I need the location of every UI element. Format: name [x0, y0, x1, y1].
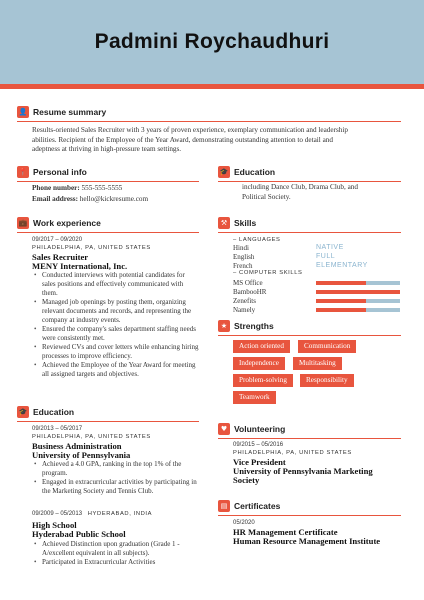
- certificates-title: Certificates: [234, 501, 281, 511]
- computer-skill-name: BambooHR: [233, 288, 267, 296]
- skill-bar-fill: [316, 299, 366, 303]
- education-right-line: including Dance Club, Drama Club, and: [242, 183, 358, 191]
- email-label: Email address:: [32, 195, 78, 203]
- certificates-section-header: [218, 500, 401, 514]
- list-item: • Managed job openings by posting them, organizing relevant documents and records, and representing the company at industry events.: [32, 298, 200, 325]
- experience-date: 09/2017 – 09/2020: [32, 237, 83, 243]
- certificate-name: HR Management Certificate: [233, 527, 338, 537]
- strength-tag: Responsibility: [300, 374, 354, 387]
- skill-bar-fill: [316, 308, 366, 312]
- education-school: Hyderabad Public School: [32, 529, 126, 539]
- education-right-section-header: [218, 166, 401, 180]
- language-name: English: [233, 253, 255, 261]
- briefcase-icon: 💼: [18, 219, 28, 227]
- email-row: [32, 195, 148, 205]
- candidate-name: Padmini Roychaudhuri: [94, 30, 330, 53]
- volunteering-section-header: [218, 423, 401, 437]
- computer-skills-label-text: COMPUTER SKILLS: [239, 270, 303, 276]
- education-bullets: [32, 540, 200, 567]
- summary-text: [32, 126, 404, 155]
- graduation-cap-icon: 🎓: [219, 168, 229, 176]
- list-item: • Participated in Extracurricular Activities: [32, 558, 200, 567]
- certificate-issuer: Human Resource Management Institute: [233, 536, 381, 546]
- strength-tag: Communication: [298, 340, 356, 353]
- personal-info-divider: [17, 181, 199, 182]
- skill-bar: [316, 308, 400, 312]
- volunteering-role: Vice President: [233, 457, 286, 467]
- computer-skills-label: [233, 270, 303, 276]
- work-experience-divider: [17, 232, 199, 233]
- volunteering-org: Society: [233, 475, 260, 485]
- education-degree: High School: [32, 520, 77, 530]
- list-item: • Reviewed CVs and cover letters while enhancing hiring processes to improve efficiency.: [32, 343, 200, 361]
- strength-tag: Independence: [233, 357, 285, 370]
- skill-bar-fill: [316, 290, 400, 294]
- volunteering-divider: [218, 438, 401, 439]
- language-level: FULL: [316, 253, 336, 260]
- personal-info-title: Personal info: [33, 167, 87, 177]
- strength-tag: Multitasking: [293, 357, 342, 370]
- education-school: University of Pennsylvania: [32, 450, 131, 460]
- list-item: • Conducted interviews with potential candidates for sales positions and effectively communicated with them.: [32, 271, 200, 298]
- experience-role: Sales Recruiter: [32, 252, 89, 262]
- language-name: French: [233, 262, 253, 270]
- list-item: • Achieved Distinction upon graduation (Grade 1 - A/excellent equivalent in all subjects).: [32, 540, 200, 558]
- education-location: PHILADELPHIA, PA, UNITED STATES: [32, 434, 151, 440]
- strength-tag: Problem-solving: [233, 374, 293, 387]
- experience-company: MENY International, Inc.: [32, 261, 128, 271]
- header-accent-bar: [0, 84, 424, 89]
- education-divider: [17, 421, 199, 422]
- summary-section-header: [17, 106, 401, 120]
- computer-skill-name: Zenefits: [233, 297, 256, 305]
- experience-bullets: [32, 271, 200, 379]
- strengths-section-header: [218, 320, 401, 334]
- certificates-divider: [218, 515, 401, 516]
- list-item: • Achieved the Employee of the Year Award for meeting all assigned targets and objectives.: [32, 361, 200, 379]
- strength-tag: Teamwork: [233, 391, 276, 404]
- education-title: Education: [33, 407, 75, 417]
- personal-info-section-header: [17, 166, 199, 180]
- education-section-header: [17, 406, 199, 420]
- person-icon: 👤: [18, 108, 28, 116]
- graduation-cap-icon: 🎓: [18, 408, 28, 416]
- dash-marker: –: [233, 270, 240, 276]
- education-date: 09/2009 – 05/2013: [32, 511, 83, 517]
- volunteering-title: Volunteering: [234, 424, 286, 434]
- list-item: • Achieved a 4.0 GPA, ranking in the top 1% of the program.: [32, 460, 200, 478]
- education-right-text: [242, 183, 358, 202]
- experience-location: PHILADELPHIA, PA, UNITED STATES: [32, 245, 151, 251]
- email-value[interactable]: hello@kickresume.com: [79, 195, 149, 203]
- location-pin-icon: 📍: [18, 168, 28, 176]
- volunteering-org: University of Pennsylvania Marketing: [233, 466, 373, 476]
- strengths-title: Strengths: [234, 321, 274, 331]
- certificate-date: 05/2020: [233, 520, 255, 526]
- summary-title: Resume summary: [33, 107, 107, 117]
- phone-value: 555-555-5555: [81, 184, 123, 192]
- skill-bar: [316, 281, 400, 285]
- phone-label: Phone number:: [32, 184, 80, 192]
- phone-row: [32, 184, 122, 194]
- skills-title: Skills: [234, 218, 257, 228]
- summary-line: adeptness at thriving in high-pressure team settings.: [32, 145, 182, 154]
- skills-section-header: [218, 217, 401, 231]
- volunteering-location: PHILADELPHIA, PA, UNITED STATES: [233, 450, 352, 456]
- summary-line: abilities. Recipient of the Employee of the Year Award, demonstrating outstanding attention to detail and: [32, 135, 333, 144]
- volunteering-date: 09/2015 – 05/2016: [233, 442, 284, 448]
- language-name: Hindi: [233, 244, 249, 252]
- heart-icon: ♥: [218, 423, 230, 435]
- list-item: • Engaged in extracurricular activities by participating in the Marketing Society and Tennis Club.: [32, 478, 200, 496]
- language-level: ELEMENTARY: [316, 262, 368, 269]
- skill-bar: [316, 299, 400, 303]
- languages-label: [233, 237, 281, 243]
- strength-tag: Action oriented: [233, 340, 290, 353]
- education-right-title: Education: [234, 167, 276, 177]
- languages-label-text: LANGUAGES: [239, 237, 281, 243]
- education-location: HYDERABAD, INDIA: [87, 511, 153, 517]
- education-date: 09/2013 – 05/2017: [32, 426, 83, 432]
- strengths-divider: [218, 335, 401, 336]
- skills-divider: [218, 232, 401, 233]
- tools-icon: ⚒: [218, 217, 230, 229]
- certificate-icon: ▤: [218, 500, 230, 512]
- language-level: NATIVE: [316, 244, 344, 251]
- skill-bar-fill: [316, 281, 366, 285]
- list-item: • Ensured the company's sales department staffing needs were consistently met.: [32, 325, 200, 343]
- education-degree: Business Administration: [32, 441, 122, 451]
- summary-divider: [17, 121, 401, 122]
- work-experience-section-header: [17, 217, 199, 231]
- computer-skill-name: Namely: [233, 306, 256, 314]
- skill-bar: [316, 290, 400, 294]
- education-right-line: Political Society.: [242, 192, 291, 201]
- header-banner: [0, 0, 424, 84]
- summary-line: Results-oriented Sales Recruiter with 3 years of proven experience, exemplary communication and leadership: [32, 126, 348, 134]
- star-icon: ★: [218, 320, 230, 332]
- education-date-row: [32, 511, 200, 517]
- work-experience-title: Work experience: [33, 218, 101, 228]
- computer-skill-name: MS Office: [233, 279, 263, 287]
- education-right-divider: [218, 181, 401, 182]
- education-bullets: [32, 460, 200, 496]
- dash-marker: –: [233, 237, 240, 243]
